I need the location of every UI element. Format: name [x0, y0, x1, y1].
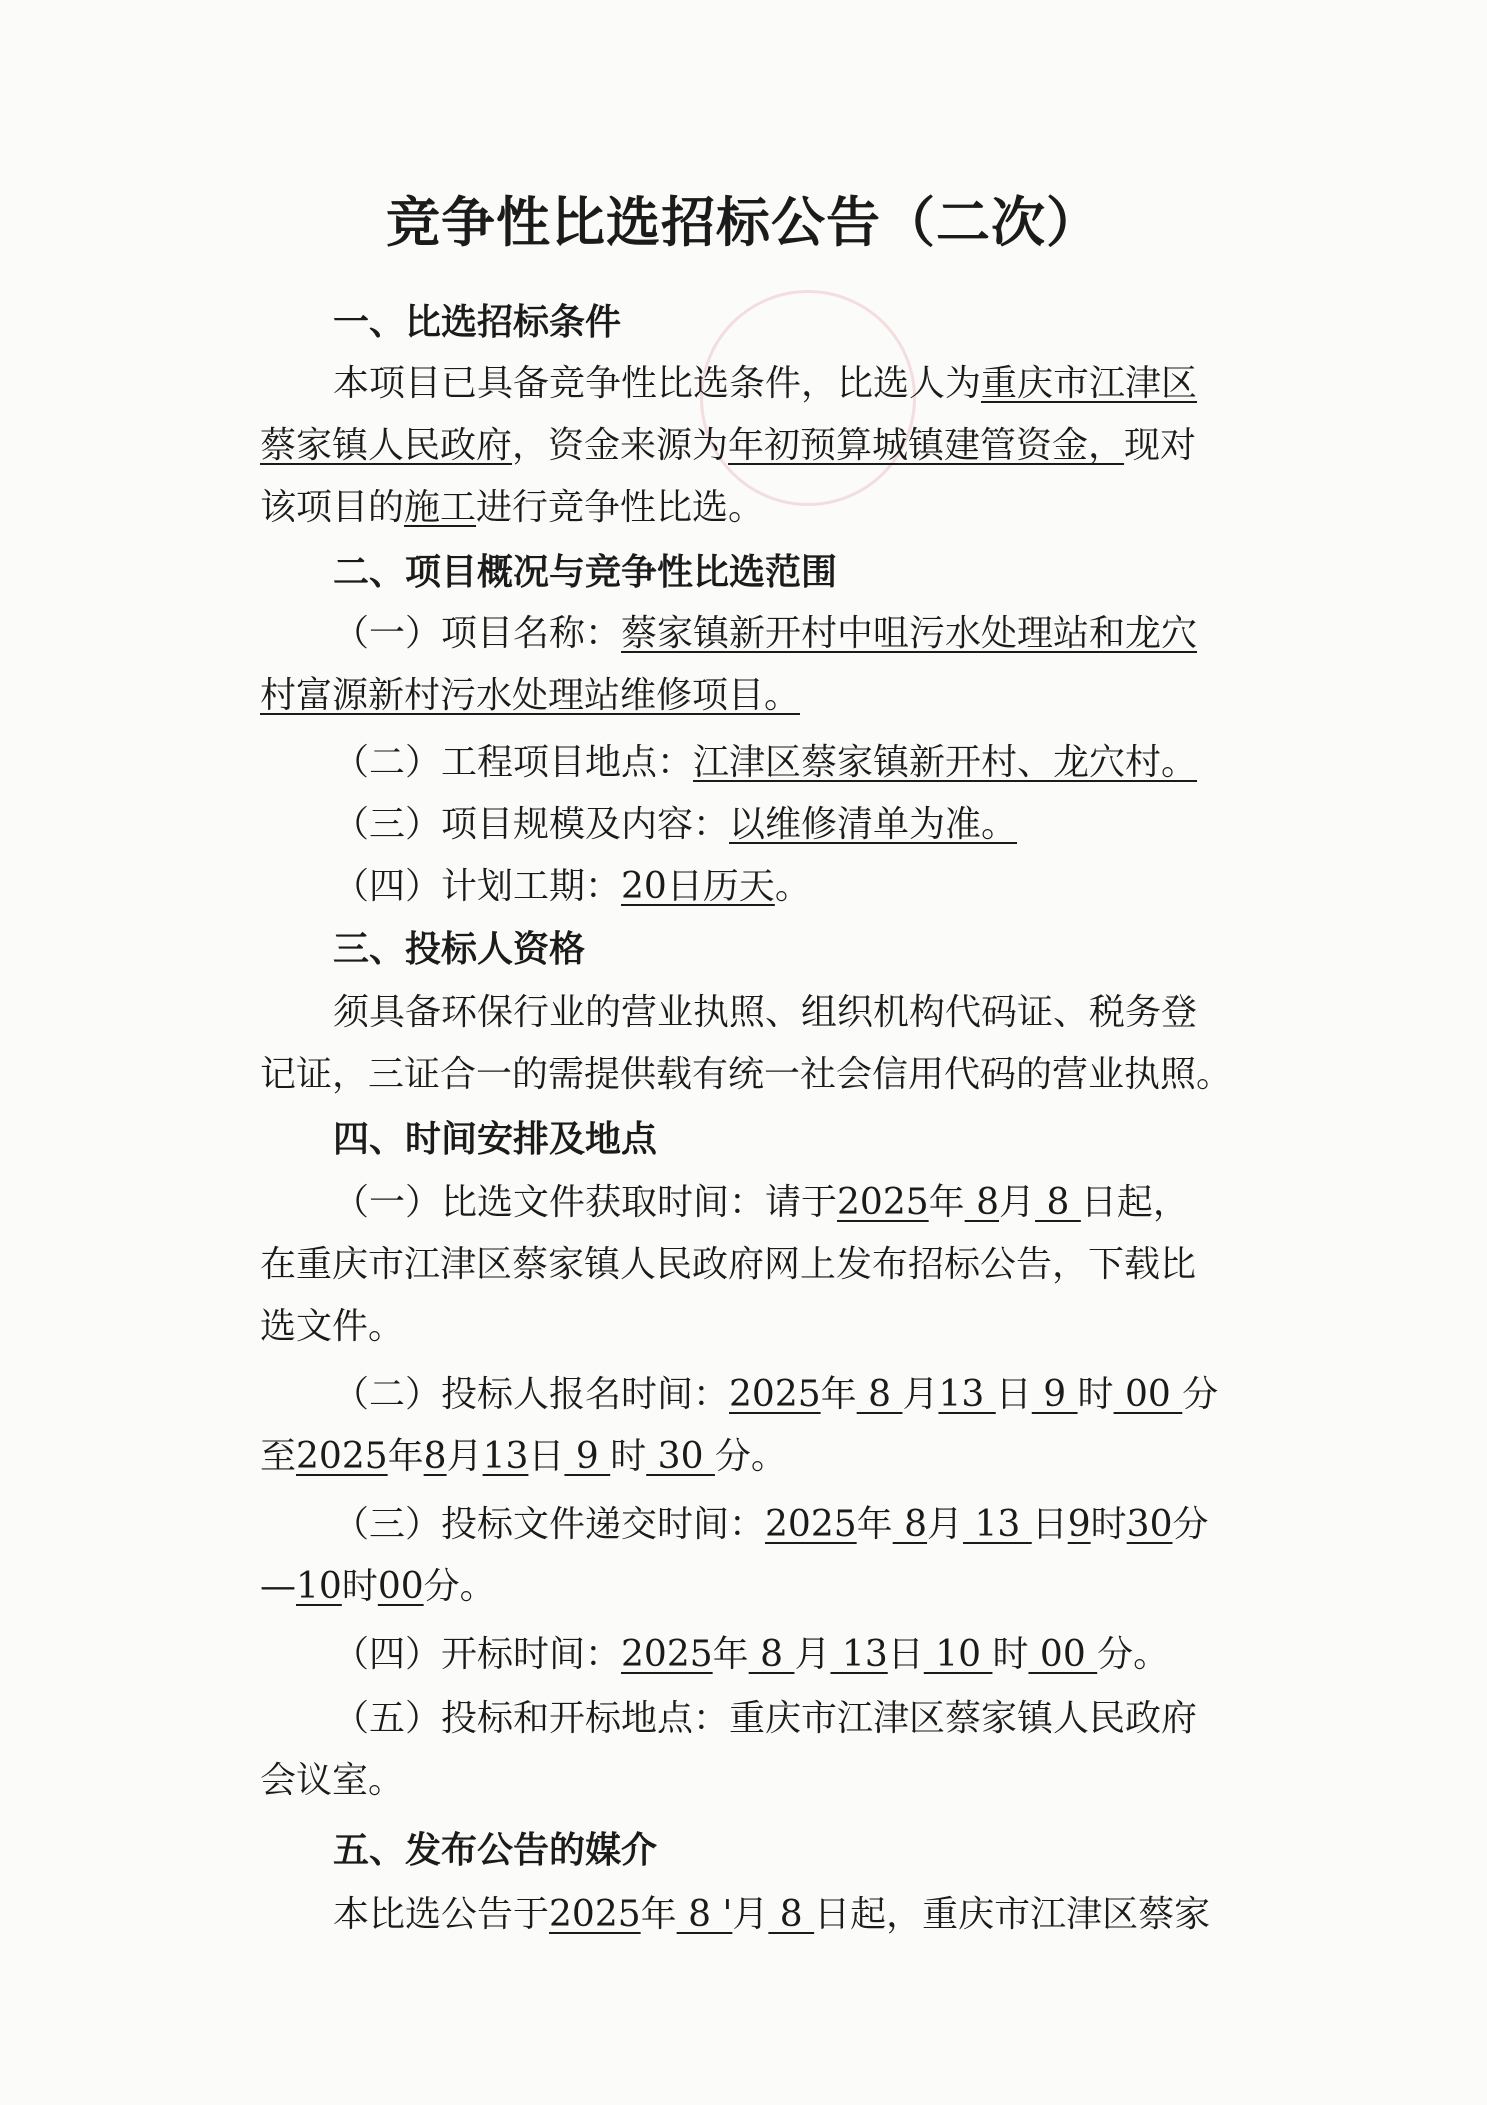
text: 分。: [1097, 1634, 1170, 1675]
text: 年: [856, 1504, 893, 1545]
text: 日起，重庆市江津区蔡家: [814, 1894, 1211, 1935]
month: 8 ': [676, 1894, 733, 1935]
underlined-text: 施工: [404, 487, 477, 528]
paragraph-line: [333, 362, 1197, 406]
text: 。: [774, 866, 811, 907]
text: 年: [712, 1634, 749, 1675]
minute: 00: [1028, 1634, 1098, 1675]
text: 时: [992, 1634, 1029, 1675]
text: 月: [732, 1894, 769, 1935]
list-item-continuation: [260, 1435, 787, 1479]
list-item: [333, 1633, 1169, 1677]
item-label: （四）计划工期：: [333, 866, 622, 907]
month: 8: [892, 1504, 928, 1545]
year: 2025: [729, 1374, 821, 1415]
text: 分。: [714, 1436, 787, 1477]
day: 8: [768, 1894, 815, 1935]
item-label: （二）工程项目地点：: [333, 742, 694, 783]
paragraph-line: [260, 486, 764, 530]
underlined-text: 蔡家镇人民政府: [260, 425, 513, 466]
day: 13: [938, 1374, 996, 1415]
list-item: [333, 1181, 1189, 1225]
text: ，资金来源为: [512, 425, 729, 466]
list-item: [333, 1373, 1218, 1417]
text: 本项目已具备竞争性比选条件，比选人为: [333, 363, 982, 404]
paragraph-line: [260, 424, 1196, 468]
hour: 10: [923, 1634, 993, 1675]
text: 年: [387, 1436, 424, 1477]
text: 时: [341, 1566, 378, 1607]
text: 月: [999, 1182, 1036, 1223]
list-item: （五）投标和开标地点：重庆市江津区蔡家镇人民政府: [333, 1698, 1198, 1739]
text: 年: [928, 1182, 965, 1223]
page-title: 竞争性比选招标公告（二次）: [386, 190, 1101, 254]
list-item: [333, 741, 1197, 785]
text: 日: [995, 1374, 1032, 1415]
year: 2025: [837, 1182, 929, 1223]
text: 时: [1077, 1374, 1114, 1415]
text: 分: [1182, 1374, 1219, 1415]
year: 2025: [549, 1894, 641, 1935]
text: 月: [794, 1634, 831, 1675]
text: 日: [887, 1634, 924, 1675]
minute: 00: [1113, 1374, 1183, 1415]
year: 2025: [765, 1504, 857, 1545]
list-item-continuation: [260, 1565, 496, 1609]
underlined-text: 重庆市江津区: [981, 363, 1198, 404]
day: 13: [963, 1504, 1032, 1545]
section-heading: 四、时间安排及地点: [333, 1118, 658, 1160]
text: 现对: [1124, 425, 1197, 466]
list-item: [333, 803, 1017, 847]
day: 13: [830, 1634, 888, 1675]
hour: 9: [1031, 1374, 1078, 1415]
text: 进行竞争性比选。: [476, 487, 765, 528]
hour: 10: [296, 1566, 342, 1607]
section-heading: 五、发布公告的媒介: [333, 1829, 658, 1871]
text: （三）投标文件递交时间：: [333, 1504, 766, 1545]
text: 年: [640, 1894, 677, 1935]
text: （二）投标人报名时间：: [333, 1374, 730, 1415]
text: —: [260, 1566, 296, 1607]
text: 时: [1090, 1504, 1127, 1545]
section-heading: 二、项目概况与竞争性比选范围: [333, 551, 838, 593]
day: 13: [482, 1436, 529, 1477]
minute: 30: [1126, 1504, 1173, 1545]
underlined-text: 蔡家镇新开村中咀污水处理站和龙穴: [621, 613, 1198, 654]
list-item: [333, 865, 811, 909]
text: 分。: [423, 1566, 496, 1607]
list-item-continuation: 会议室。: [260, 1760, 405, 1801]
item-label: （三）项目规模及内容：: [333, 804, 730, 845]
text: 年: [820, 1374, 857, 1415]
text: 月: [902, 1374, 939, 1415]
item-label: （一）项目名称：: [333, 613, 622, 654]
underlined-text: 年初预算城镇建管资金，: [728, 425, 1125, 466]
underlined-text: 江津区蔡家镇新开村、龙穴村。: [693, 742, 1198, 783]
list-item: [333, 1503, 1209, 1547]
year: 2025: [296, 1436, 388, 1477]
month: 8: [748, 1634, 795, 1675]
paragraph-line: 记证，三证合一的需提供载有统一社会信用代码的营业执照。: [260, 1054, 1233, 1095]
text: （四）开标时间：: [333, 1634, 622, 1675]
text: 日起，: [1080, 1182, 1189, 1223]
minute: 00: [377, 1566, 424, 1607]
month: 8: [423, 1436, 447, 1477]
text: （一）比选文件获取时间：请于: [333, 1182, 838, 1223]
underlined-text: 以维修清单为准。: [729, 804, 1018, 845]
day: 8: [1035, 1182, 1081, 1223]
year: 2025: [621, 1634, 713, 1675]
paragraph-line: 在重庆市江津区蔡家镇人民政府网上发布招标公告，下载比: [260, 1244, 1197, 1285]
text: 日: [528, 1436, 565, 1477]
minute: 30: [646, 1436, 715, 1477]
paragraph-line: 选文件。: [260, 1306, 405, 1347]
month: 8: [856, 1374, 903, 1415]
section-heading: 一、比选招标条件: [333, 301, 622, 343]
list-item: [333, 612, 1197, 656]
text: 本比选公告于: [333, 1894, 550, 1935]
text: 该项目的: [260, 487, 405, 528]
paragraph-line: 须具备环保行业的营业执照、组织机构代码证、税务登: [333, 992, 1198, 1033]
underlined-text: 20日历天: [621, 866, 775, 907]
text: 月: [446, 1436, 483, 1477]
list-item-continuation: [260, 674, 800, 718]
text: 月: [927, 1504, 964, 1545]
hour: 9: [564, 1436, 611, 1477]
text: 至: [260, 1436, 297, 1477]
section-heading: 三、投标人资格: [333, 928, 586, 970]
paragraph-line: [333, 1893, 1210, 1937]
month: 8: [964, 1182, 1000, 1223]
hour: 9: [1067, 1504, 1091, 1545]
text: 分: [1172, 1504, 1209, 1545]
text: 时: [610, 1436, 647, 1477]
text: 日: [1031, 1504, 1068, 1545]
underlined-text: 村富源新村污水处理站维修项目。: [260, 675, 801, 716]
